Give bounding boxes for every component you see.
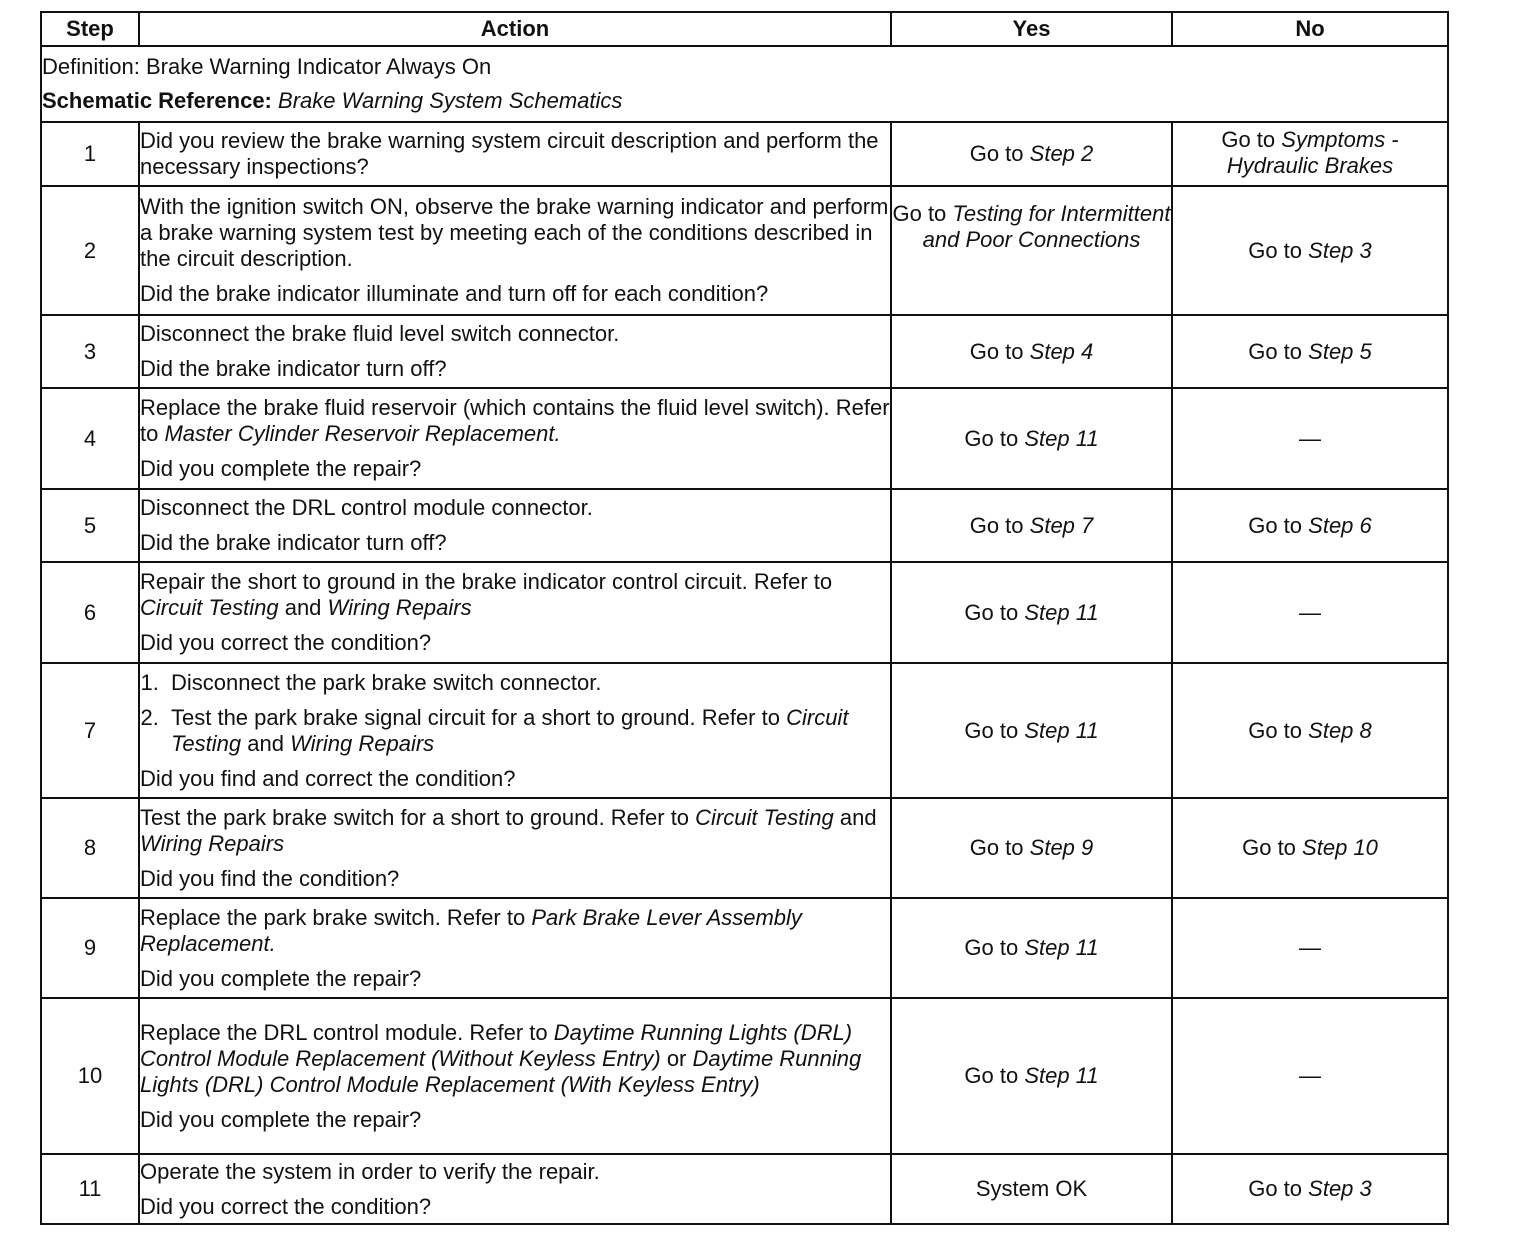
no-cell <box>1172 315 1448 388</box>
action-text: Replace the park brake switch. Refer to <box>140 904 526 930</box>
yes-cell <box>891 1154 1172 1224</box>
no-link[interactable]: Step 6 <box>1308 512 1372 538</box>
definition-row <box>41 46 1448 122</box>
table-row <box>41 798 1448 898</box>
yes-result: System OK <box>975 1176 1088 1201</box>
definition-label: Definition: <box>42 54 140 79</box>
schematic-line <box>42 84 1447 118</box>
table-row <box>41 186 1448 315</box>
list-item <box>165 705 890 757</box>
step-number: 3 <box>41 315 139 388</box>
table-row <box>41 1154 1448 1224</box>
question-text: Did you correct the condition? <box>140 630 432 655</box>
action-link[interactable]: Wiring Repairs <box>140 830 285 856</box>
action-cell <box>139 186 891 315</box>
action-link[interactable]: Daytime Running Lights (DRL) Control Module Replacement (With Keyless Entry) <box>140 1045 862 1097</box>
definition-text: Brake Warning Indicator Always On <box>145 54 492 79</box>
table-row <box>41 388 1448 489</box>
step-number: 9 <box>41 898 139 998</box>
step-number: 4 <box>41 388 139 489</box>
question-text: Did you find the condition? <box>140 865 400 891</box>
no-prefix: Go to <box>1242 835 1296 860</box>
no-cell <box>1172 388 1448 489</box>
action-conjunction: and <box>247 730 284 756</box>
action-link[interactable]: Park Brake Lever Assembly Replacement. <box>140 904 802 956</box>
yes-cell <box>891 562 1172 663</box>
action-link[interactable]: Wiring Repairs <box>290 730 435 756</box>
yes-link[interactable]: Step 11 <box>1024 425 1099 451</box>
action-paragraph <box>140 569 890 621</box>
header-no: No <box>1172 12 1448 46</box>
yes-prefix: Go to <box>964 717 1019 743</box>
question-text: Did the brake indicator turn off? <box>140 356 447 381</box>
action-text: Replace the brake fluid reservoir (which contains the fluid level switch). Refer to <box>140 395 890 446</box>
yes-cell <box>891 388 1172 489</box>
yes-prefix: Go to <box>964 1063 1019 1088</box>
action-link[interactable]: Master Cylinder Reservoir Replacement. <box>164 421 561 446</box>
action-link[interactable]: Circuit Testing <box>140 595 279 620</box>
action-conjunction: and <box>839 804 877 830</box>
yes-cell <box>891 663 1172 798</box>
action-cell <box>139 1154 891 1224</box>
action-link[interactable]: Circuit Testing <box>171 704 849 756</box>
header-step: Step <box>41 12 139 46</box>
no-dash: — <box>1299 935 1321 960</box>
no-cell <box>1172 562 1448 663</box>
action-cell <box>139 388 891 489</box>
no-prefix: Go to <box>1248 717 1303 743</box>
question-text: Did you complete the repair? <box>140 965 422 991</box>
action-text: Operate the system in order to verify the repair. <box>140 1158 600 1184</box>
action-cell <box>139 898 891 998</box>
definition-line <box>42 50 1447 84</box>
yes-link[interactable]: Step 11 <box>1024 599 1099 625</box>
step-number: 6 <box>41 562 139 663</box>
yes-prefix: Go to <box>964 425 1019 451</box>
yes-link[interactable]: Step 4 <box>1029 338 1094 364</box>
yes-cell <box>891 489 1172 562</box>
question-text: Did you complete the repair? <box>140 456 422 481</box>
header-action: Action <box>139 12 891 46</box>
action-link[interactable]: Circuit Testing <box>695 804 834 830</box>
yes-cell <box>891 798 1172 898</box>
no-cell <box>1172 122 1448 186</box>
no-dash: — <box>1299 425 1321 451</box>
question-text: Did you correct the condition? <box>140 1193 432 1219</box>
no-dash: — <box>1299 599 1321 625</box>
no-prefix: Go to <box>1248 1176 1303 1201</box>
no-cell <box>1172 798 1448 898</box>
no-prefix: Go to <box>1248 338 1303 364</box>
header-yes: Yes <box>891 12 1172 46</box>
yes-link[interactable]: Testing for Intermittent and Poor Connections <box>922 201 1171 252</box>
no-cell <box>1172 898 1448 998</box>
question-text: Did the brake indicator turn off? <box>140 530 447 555</box>
yes-prefix: Go to <box>969 835 1024 860</box>
table-row <box>41 489 1448 562</box>
action-steps-list <box>140 670 890 757</box>
no-link[interactable]: Step 5 <box>1308 338 1372 364</box>
yes-prefix: Go to <box>964 599 1019 625</box>
schematic-label: Schematic Reference: <box>42 88 272 113</box>
yes-link[interactable]: Step 11 <box>1024 1063 1099 1088</box>
action-paragraph <box>140 805 890 857</box>
action-text: Repair the short to ground in the brake indicator control circuit. Refer to <box>140 569 833 594</box>
yes-link[interactable]: Step 11 <box>1024 935 1099 960</box>
no-prefix: Go to <box>1221 127 1276 152</box>
action-text: Disconnect the brake fluid level switch connector. <box>140 321 620 346</box>
step-number: 8 <box>41 798 139 898</box>
action-cell <box>139 489 891 562</box>
no-link[interactable]: Step 10 <box>1302 835 1378 860</box>
no-cell <box>1172 998 1448 1154</box>
yes-prefix: Go to <box>892 201 947 226</box>
action-conjunction: and <box>284 595 322 620</box>
yes-prefix: Go to <box>969 512 1024 538</box>
action-text: Disconnect the DRL control module connector. <box>140 495 593 520</box>
table-row <box>41 898 1448 998</box>
action-text: Test the park brake switch for a short to ground. Refer to <box>140 804 690 830</box>
yes-link[interactable]: Step 11 <box>1024 717 1099 743</box>
no-link[interactable]: Step 3 <box>1308 1176 1372 1201</box>
table-row <box>41 998 1448 1154</box>
diagnostic-table <box>40 11 1449 1225</box>
yes-link[interactable]: Step 9 <box>1029 835 1094 860</box>
yes-cell <box>891 315 1172 388</box>
yes-prefix: Go to <box>964 935 1019 960</box>
no-cell <box>1172 186 1448 315</box>
action-cell <box>139 998 891 1154</box>
header-row <box>41 12 1448 46</box>
action-text: Did you review the brake warning system circuit description and perform the necessary inspections? <box>140 128 879 179</box>
yes-link[interactable]: Step 7 <box>1029 512 1094 538</box>
no-link[interactable]: Step 8 <box>1308 717 1372 743</box>
step-number: 10 <box>41 998 139 1154</box>
no-link[interactable]: Step 3 <box>1308 237 1372 263</box>
yes-cell <box>891 186 1172 315</box>
no-cell <box>1172 1154 1448 1224</box>
action-link[interactable]: Daytime Running Lights (DRL) Control Module Replacement (Without Keyless Entry) <box>140 1019 853 1071</box>
step-number: 5 <box>41 489 139 562</box>
action-link[interactable]: Wiring Repairs <box>327 595 472 620</box>
yes-link[interactable]: Step 2 <box>1029 141 1094 166</box>
step-number: 11 <box>41 1154 139 1224</box>
table-row <box>41 315 1448 388</box>
step-number: 1 <box>41 122 139 186</box>
yes-cell <box>891 998 1172 1154</box>
table-row <box>41 562 1448 663</box>
step-number: 7 <box>41 663 139 798</box>
no-link[interactable]: Symptoms - Hydraulic Brakes <box>1226 127 1399 178</box>
schematic-link[interactable]: Brake Warning System Schematics <box>278 88 623 113</box>
action-cell <box>139 315 891 388</box>
action-cell <box>139 562 891 663</box>
action-conjunction: or <box>666 1045 687 1071</box>
no-cell <box>1172 663 1448 798</box>
list-item-text: Disconnect the park brake switch connector. <box>171 669 602 695</box>
action-text: Replace the DRL control module. Refer to <box>140 1019 548 1045</box>
question-text: Did the brake indicator illuminate and turn off for each condition? <box>140 281 769 306</box>
yes-prefix: Go to <box>969 338 1024 364</box>
yes-cell <box>891 122 1172 186</box>
action-cell <box>139 798 891 898</box>
yes-prefix: Go to <box>969 141 1024 166</box>
no-cell <box>1172 489 1448 562</box>
list-item <box>165 670 890 696</box>
yes-cell <box>891 898 1172 998</box>
no-prefix: Go to <box>1248 237 1303 263</box>
action-paragraph <box>140 395 890 447</box>
no-dash: — <box>1299 1063 1321 1088</box>
table-row <box>41 122 1448 186</box>
action-paragraph <box>140 905 890 957</box>
question-text: Did you complete the repair? <box>140 1106 422 1132</box>
no-prefix: Go to <box>1248 512 1303 538</box>
step-number: 2 <box>41 186 139 315</box>
question-text: Did you find and correct the condition? <box>140 765 516 791</box>
action-cell <box>139 663 891 798</box>
definition-cell <box>41 46 1448 122</box>
action-paragraph <box>140 1020 890 1098</box>
table-row <box>41 663 1448 798</box>
action-text: With the ignition switch ON, observe the brake warning indicator and perform a brake warning system test by meeting each of the conditions described in the circuit description. <box>140 194 889 271</box>
action-cell <box>139 122 891 186</box>
list-item-text: Test the park brake signal circuit for a short to ground. Refer to <box>171 704 780 730</box>
